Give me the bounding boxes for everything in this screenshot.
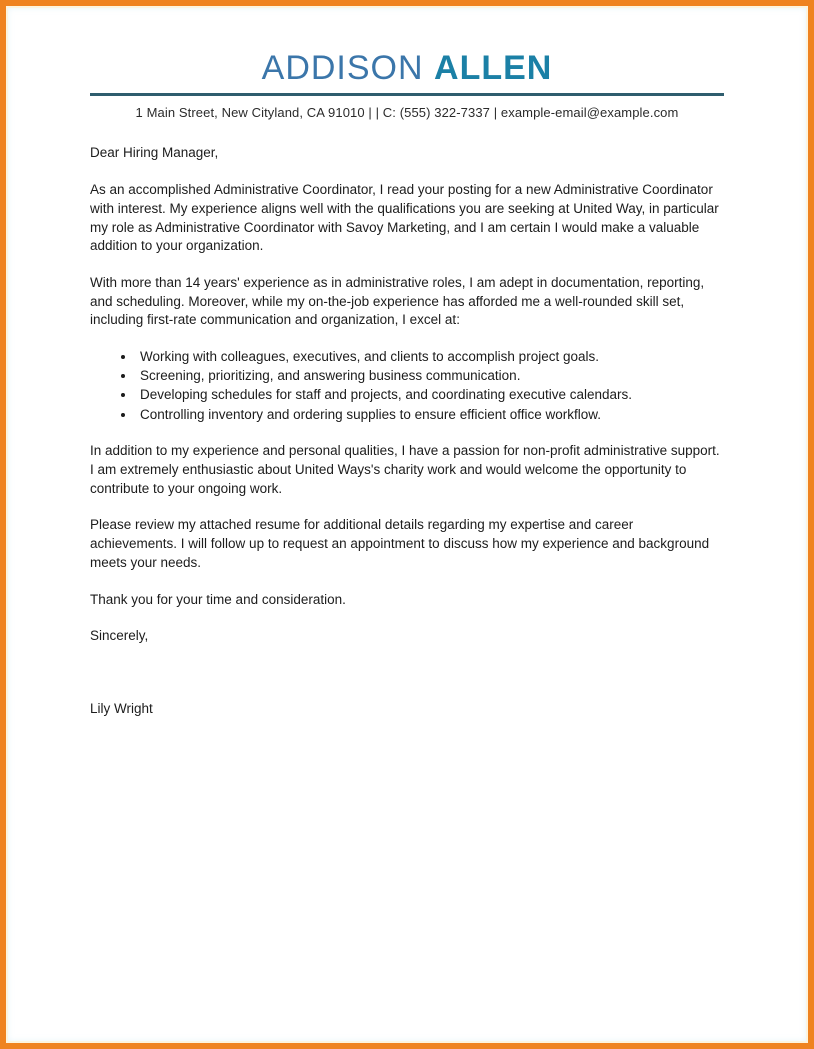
letterhead (90, 50, 724, 120)
skill-bullet: • Working with colleagues, executives, and clients to accomplish project goals. (136, 348, 724, 367)
skill-bullet: • Controlling inventory and ordering supplies to ensure efficient office workflow. (136, 406, 724, 425)
paragraph-experience: With more than 14 years' experience as in administrative roles, I am adept in documentation, reporting, and scheduling. Moreover, while my on-the-job experience has afforded me a well-rounded skill set, including first-rate communication and organization, I excel at: (90, 274, 705, 328)
skill-bullet: • Screening, prioritizing, and answering business communication. (136, 367, 724, 386)
paragraph-review: Please review my attached resume for additional details regarding my expertise and career achievements. I will follow up to request an appointment to discuss how my experience and background meets your needs. (90, 517, 710, 570)
candidate-first-name: ADDISON (261, 49, 424, 87)
skill-bullet-list (90, 348, 724, 424)
salutation: Dear Hiring Manager, (90, 145, 219, 161)
paragraph-thanks: Thank you for your time and consideration. (90, 591, 346, 607)
paragraph-intro: As an accomplished Administrative Coordinator, I read your posting for a new Administrative Coordinator with interest. My experience aligns well with the qualifications you are seeking at United Way, in particular my role as Administrative Coordinator with Savoy Marketing, and I am certain I would make a valuable addition to your organization. (90, 182, 719, 254)
signature-name: Lily Wright (90, 700, 153, 716)
valediction: Sincerely, (90, 628, 149, 644)
candidate-name (90, 50, 724, 87)
candidate-last-name: ALLEN (434, 49, 553, 87)
header-rule (90, 93, 724, 96)
skill-bullet: • Developing schedules for staff and projects, and coordinating executive calendars. (136, 386, 724, 405)
letter-content (6, 6, 808, 1043)
paragraph-passion: In addition to my experience and personal qualities, I have a passion for non-profit administrative support. I am extremely enthusiastic about United Ways's charity work and would welcome the opportunity to contribute to your ongoing work. (90, 443, 720, 496)
letter-body (90, 144, 724, 718)
contact-info: 1 Main Street, New Cityland, CA 91010 | | C: (555) 322-7337 | example-email@example.com (135, 105, 679, 121)
